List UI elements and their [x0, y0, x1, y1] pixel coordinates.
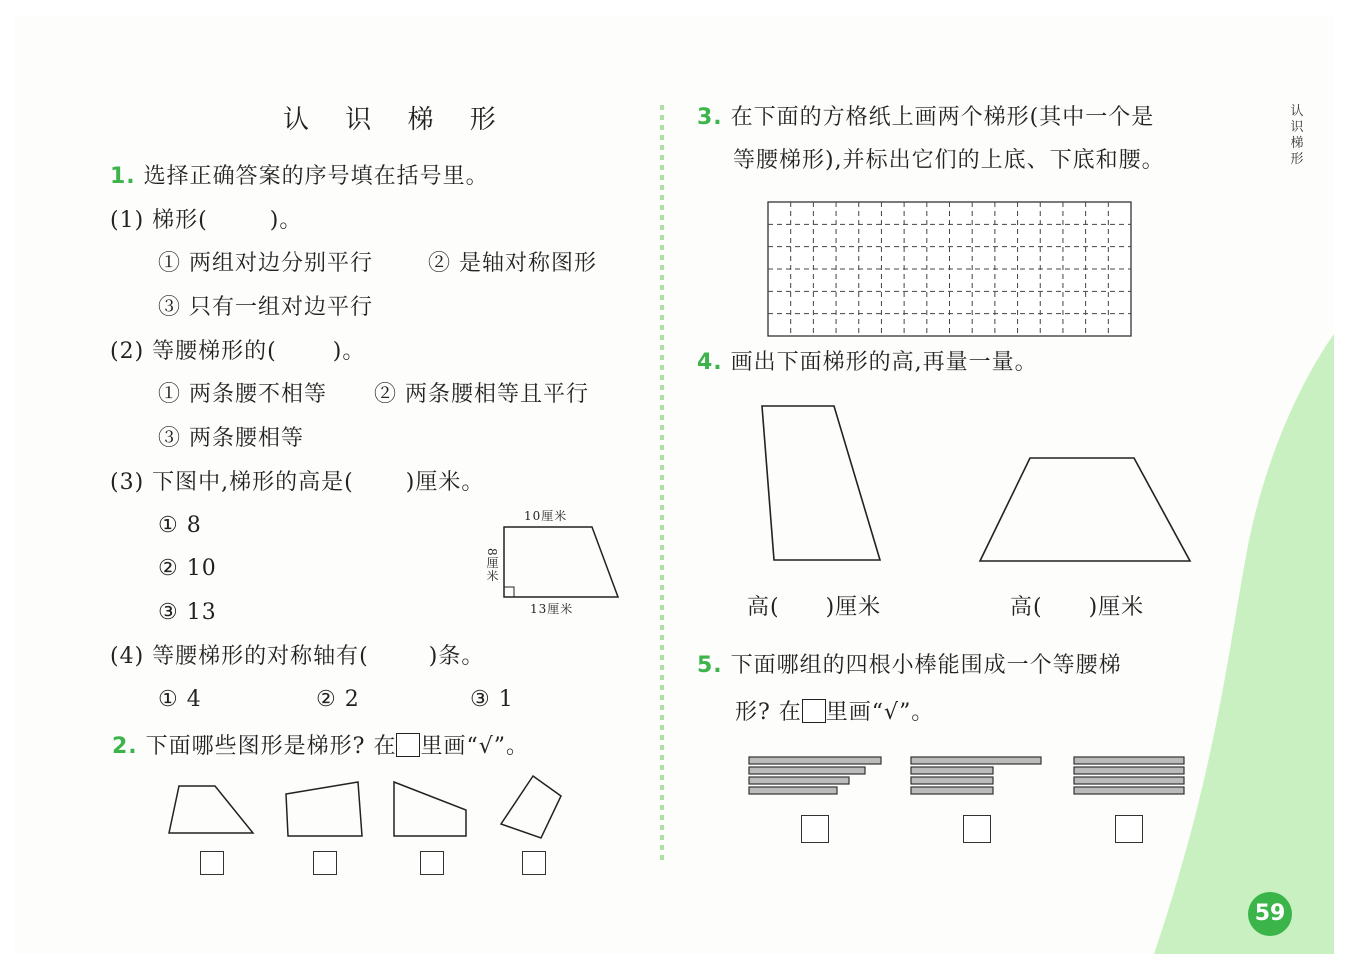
stick — [1074, 777, 1184, 784]
side-chapter-title: 认 识 梯 形 — [1290, 104, 1304, 167]
q2-checkbox-3[interactable] — [420, 851, 444, 875]
stick — [1074, 787, 1184, 794]
q1-sub1-option-2: ② 是轴对称图形 — [428, 251, 597, 276]
checkbox-sample — [802, 699, 826, 723]
q3-text-1: 在下面的方格纸上画两个梯形(其中一个是 — [730, 105, 1155, 130]
page-divider — [660, 105, 664, 860]
q1-sub4-option-2: ② 2 — [316, 687, 360, 712]
checkbox-sample — [396, 733, 420, 757]
q4-answer-left[interactable]: 高( )厘米 — [747, 595, 882, 620]
q5-line-2 — [735, 699, 934, 724]
q1-sub3 — [110, 472, 484, 494]
q1-sub1-close: )。 — [269, 208, 303, 233]
q1-sub3-option-1: ① 8 — [158, 513, 202, 538]
q2-shape-1 — [165, 780, 265, 840]
q1-sub1-label: (1) 梯形( — [110, 208, 208, 233]
q1-sub4-close: )条。 — [428, 644, 485, 669]
q1-sub3-label: (3) 下图中,梯形的高是( — [110, 470, 354, 495]
q4-trapezoid-left — [756, 400, 886, 565]
q1-sub3-option-2: ② 10 — [158, 556, 217, 581]
stick — [749, 767, 865, 774]
stick — [911, 767, 993, 774]
trapezoid-top-label: 10厘米 — [524, 509, 568, 523]
stick-group-1 — [748, 755, 888, 800]
q1-prompt-line — [110, 166, 489, 188]
q4-prompt: 画出下面梯形的高,再量一量。 — [730, 350, 1038, 375]
q1-sub4 — [110, 646, 484, 668]
q3-line-2: 等腰梯形),并标出它们的上底、下底和腰。 — [733, 148, 1165, 173]
q1-sub4-option-3: ③ 1 — [470, 687, 514, 712]
q5-line-1 — [697, 655, 1122, 677]
q2-shape-4 — [497, 772, 567, 842]
q2-checkbox-1[interactable] — [200, 851, 224, 875]
stick-group-3 — [1073, 755, 1213, 800]
q1-sub2-close: )。 — [332, 339, 366, 364]
q3-number: 3. — [697, 105, 723, 130]
q5-checkbox-1[interactable] — [801, 815, 829, 843]
q1-sub4-label: (4) 等腰梯形的对称轴有( — [110, 644, 369, 669]
trapezoid-bottom-label: 13厘米 — [530, 602, 574, 616]
grid-paper[interactable] — [767, 201, 1133, 339]
stick — [1074, 767, 1184, 774]
stick — [749, 777, 849, 784]
q1-sub2-option-1: ① 两条腰不相等 — [158, 382, 327, 407]
q1-sub4-option-1: ① 4 — [158, 687, 202, 712]
q3-line-1 — [697, 107, 1154, 129]
q5-text-2b: 里画“√”。 — [825, 700, 935, 725]
q4-trapezoid-right — [976, 455, 1196, 565]
q2-shape-2 — [282, 778, 372, 838]
q5-number: 5. — [697, 653, 723, 678]
page-title: 认 识 梯 形 — [283, 105, 510, 135]
q2-number: 2. — [112, 734, 138, 759]
q4-number: 4. — [697, 350, 723, 375]
q1-number: 1. — [110, 164, 136, 189]
q1-sub2 — [110, 341, 365, 363]
stick — [911, 757, 1041, 764]
q1-sub1 — [110, 210, 302, 232]
stick — [911, 787, 993, 794]
stick-group-2 — [910, 755, 1050, 800]
q5-checkbox-3[interactable] — [1115, 815, 1143, 843]
q5-checkbox-2[interactable] — [963, 815, 991, 843]
q1-sub3-option-3: ③ 13 — [158, 600, 217, 625]
trapezoid-height-label: 8厘米 — [485, 548, 499, 583]
q2-shape-3 — [390, 778, 480, 838]
q1-sub1-option-3: ③ 只有一组对边平行 — [158, 295, 373, 320]
q1-sub2-option-3: ③ 两条腰相等 — [158, 426, 304, 451]
q1-sub2-option-2: ② 两条腰相等且平行 — [374, 382, 589, 407]
stick — [1074, 757, 1184, 764]
stick — [749, 787, 837, 794]
stick — [911, 777, 993, 784]
q4-answer-right[interactable]: 高( )厘米 — [1010, 595, 1145, 620]
q1-sub2-label: (2) 等腰梯形的( — [110, 339, 277, 364]
q2-checkbox-2[interactable] — [313, 851, 337, 875]
q2-checkbox-4[interactable] — [522, 851, 546, 875]
q5-text-2a: 形? 在 — [735, 700, 802, 725]
q5-text-1: 下面哪组的四根小棒能围成一个等腰梯 — [730, 653, 1122, 678]
q1-sub1-option-1: ① 两组对边分别平行 — [158, 251, 373, 276]
q1-prompt: 选择正确答案的序号填在括号里。 — [143, 164, 489, 189]
page-number: 59 — [1248, 892, 1292, 936]
q4-prompt-line — [697, 352, 1038, 374]
q2-prompt-line — [112, 733, 529, 758]
q1-sub3-close: )厘米。 — [405, 470, 485, 495]
q2-prompt-a: 下面哪些图形是梯形? 在 — [145, 734, 397, 759]
stick — [749, 757, 881, 764]
q2-prompt-b: 里画“√”。 — [420, 734, 529, 759]
